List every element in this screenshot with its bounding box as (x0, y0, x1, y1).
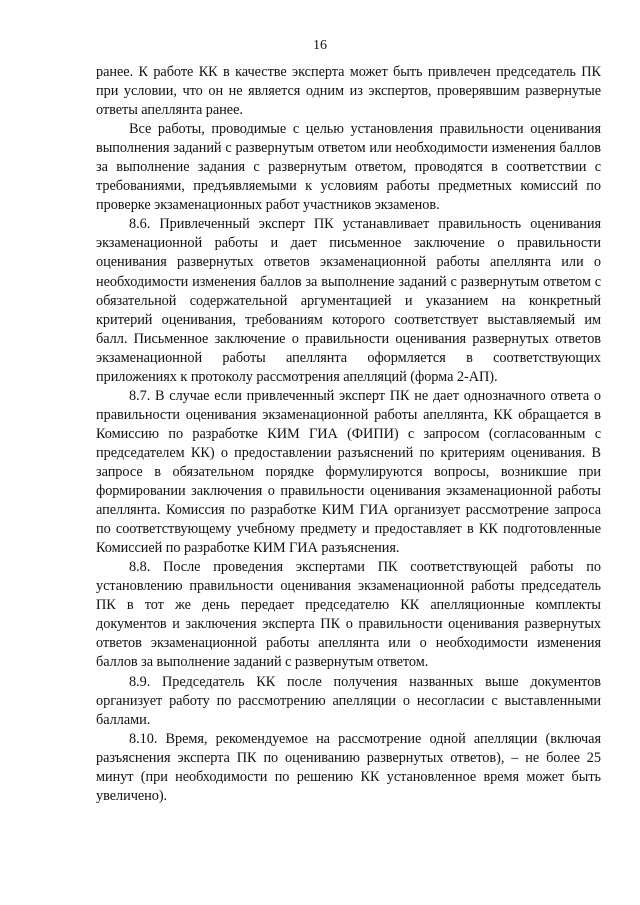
paragraph-8-7: 8.7. В случае если привлеченный эксперт ПК не дает однозначного ответа о правильности оценивания экзаменационной работы апеллянта, КК обращается в Комиссию по разработке КИМ ГИА (ФИПИ) с запросом (согласованным с председателем КК) о предоставлении разъяснений по критериям оценивания. В запросе в обязательном порядке формулируются вопросы, возникшие при формировании заключения о правильности оценивания экзаменационной работы апеллянта. Комиссия по разработке КИМ ГИА организует рассмотрение запроса по соответствующему учебному предмету и предоставляет в КК подготовленные Комиссией по разработке КИМ ГИА разъяснения. (96, 387, 601, 557)
paragraph-8-8: 8.8. После проведения экспертами ПК соответствующей работы по установлению правильности оценивания экзаменационной работы председатель ПК в тот же день передает председателю КК апелляционные комплекты документов и заключения эксперта ПК о правильности оценивания развернутых ответов экзаменационной работы апеллянта или о необходимости изменения баллов за выполнение заданий с развернутым ответом. (96, 559, 601, 671)
paragraph-8-6: 8.6. Привлеченный эксперт ПК устанавливает правильность оценивания экзаменационной работы и дает письменное заключение о правильности оценивания развернутых ответов экзаменационной работы апеллянта или о необходимости изменения баллов за выполнение заданий с развернутым ответом с обязательной содержательной аргументацией и указанием на конкретный критерий оценивания, требованиям которого соответствует выставляемый им балл. Письменное заключение о правильности оценивания развернутых ответов экзаменационной работы апеллянта оформляется в соответствующих приложениях к протоколу рассмотрения апелляций (форма 2-АП). (96, 216, 601, 385)
paragraph-8-10: 8.10. Время, рекомендуемое на рассмотрение одной апелляции (включая разъяснения эксперта ПК по оцениванию развернутых ответов), – не более 25 минут (при необходимости по решению КК установленное время может быть увеличено). (96, 730, 601, 804)
paragraph-all-works: Все работы, проводимые с целью установления правильности оценивания выполнения заданий с развернутым ответом или необходимости изменения баллов за выполнение задания с развернутым ответом, проводятся в соответствии с требованиями, предъявляемыми к условиям работы предметных комиссий по проверке экзаменационных работ участников экзаменов. (96, 121, 601, 214)
document-body (96, 63, 601, 806)
paragraph-8-9: 8.9. Председатель КК после получения названных выше документов организует работу по рассмотрению апелляции о несогласии с выставленными баллами. (96, 673, 601, 728)
page-number: 16 (313, 38, 327, 53)
paragraph-continuation: ранее. К работе КК в качестве эксперта может быть привлечен председатель ПК при условии, что он не является одним из экспертов, проверявшим развернутые ответы апеллянта ранее. (96, 64, 601, 119)
